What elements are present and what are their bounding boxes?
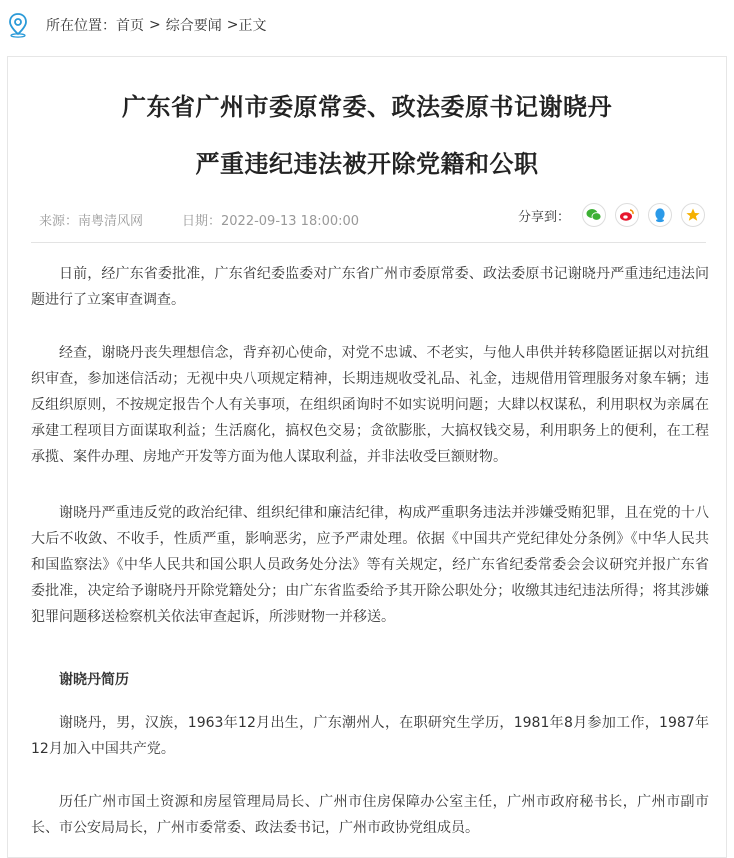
breadcrumb-separator: > <box>149 17 161 33</box>
bio-paragraph: 谢晓丹，男，汉族，1963年12月出生，广东潮州人，在职研究生学历，1981年8月参加工作，1987年12月加入中国共产党。 <box>31 715 709 757</box>
breadcrumb-news-link[interactable]: 综合要闻 <box>165 18 222 34</box>
share-bar <box>518 203 714 227</box>
article-source: 来源：南粤清风网 <box>39 214 144 229</box>
breadcrumb-home-link[interactable]: 首页 <box>116 18 144 34</box>
article-title-line2: 严重违纪违法被开除党籍和公职 <box>195 150 539 178</box>
header-divider <box>31 242 706 243</box>
bio-paragraph: 历任广州市国土资源和房屋管理局局长、广州市住房保障办公室主任，广州市政府秘书长，广州市副市长、市公安局局长，广州市委常委、政法委书记，广州市政协党组成员。 <box>31 794 709 836</box>
wechat-icon <box>586 208 602 222</box>
weibo-share-button[interactable] <box>615 203 639 227</box>
qq-icon <box>653 207 667 223</box>
article-paragraph: 经查，谢晓丹丧失理想信念，背弃初心使命，对党不忠诚、不老实，与他人串供并转移隐匿证据以对抗组织审查，参加迷信活动；无视中央八项规定精神，长期违规收受礼品、礼金，违规借用管理服务对象车辆；违反组织原则，不按规定报告个人有关事项，在组织函询时不如实说明问题；大肆以权谋私，利用职权为亲属在承建工程项目方面谋取利益；生活腐化，搞权色交易；贪欲膨胀，大搞权钱交易，利用职务上的便利，在工程承揽、案件办理、房地产开发等方面为他人谋取利益，并非法收受巨额财物。 <box>31 345 709 465</box>
article-card <box>7 56 727 858</box>
location-pin-icon <box>7 12 29 38</box>
breadcrumb-separator: > <box>226 17 239 33</box>
share-label: 分享到： <box>518 209 571 225</box>
wechat-share-button[interactable] <box>582 203 606 227</box>
breadcrumb-label: 所在位置： <box>46 18 116 34</box>
qq-share-button[interactable] <box>648 203 672 227</box>
article-title-line1: 广东省广州市委原常委、政法委原书记谢晓丹 <box>122 93 612 121</box>
breadcrumb <box>0 0 734 50</box>
bio-heading: 谢晓丹简历 <box>59 672 129 688</box>
qzone-icon <box>685 207 701 223</box>
article-paragraph: 谢晓丹严重违反党的政治纪律、组织纪律和廉洁纪律，构成严重职务违法并涉嫌受贿犯罪，且在党的十八大后不收敛、不收手，性质严重，影响恶劣，应予严肃处理。依据《中国共产党纪律处分条例》《中华人民共和国监察法》《中华人民共和国公职人员政务处分法》等有关规定，经广东省纪委常委会会议研究并报广东省委批准，决定给予谢晓丹开除党籍处分；由广东省监委给予其开除公职处分；收缴其违纪违法所得；将其涉嫌犯罪问题移送检察机关依法审查起诉，所涉财物一并移送。 <box>31 505 709 625</box>
breadcrumb-current: 正文 <box>238 18 267 34</box>
article-paragraph: 日前，经广东省委批准，广东省纪委监委对广东省广州市委原常委、政法委原书记谢晓丹严重违纪违法问题进行了立案审查调查。 <box>31 266 709 308</box>
article-date: 日期：2022-09-13 18:00:00 <box>182 214 360 229</box>
weibo-icon <box>619 208 635 222</box>
qzone-share-button[interactable] <box>681 203 705 227</box>
